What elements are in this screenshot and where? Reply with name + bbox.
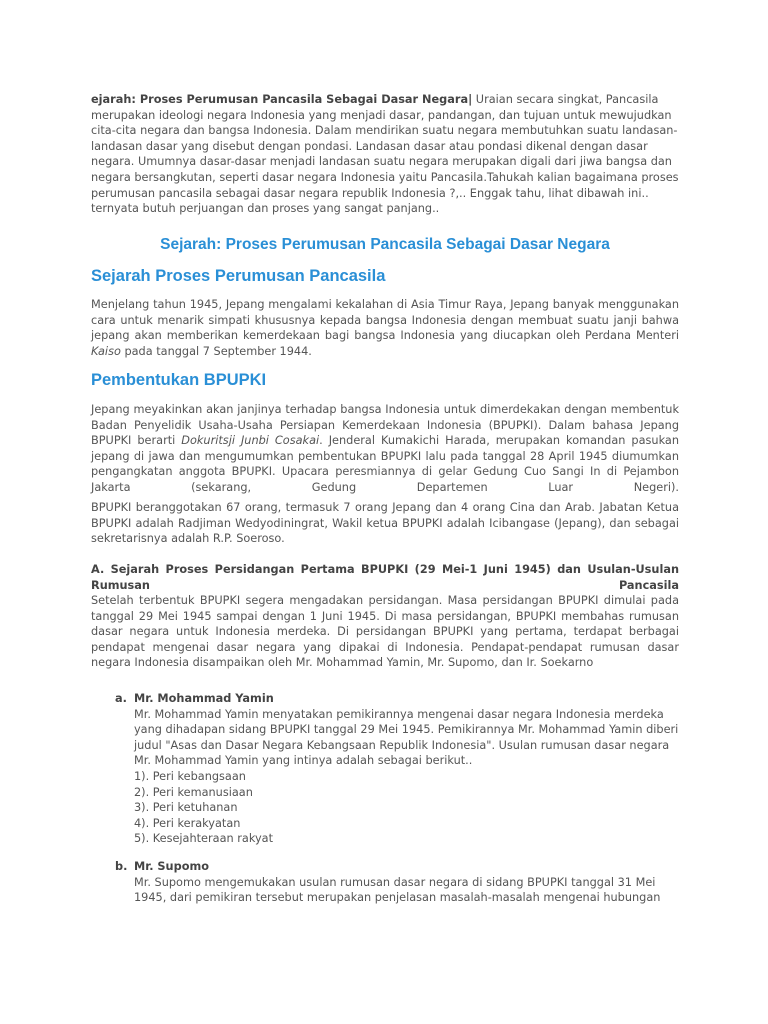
list-marker: a. [115, 692, 127, 705]
para-text: Jepang meyakinkan akan janjinya terhadap bangsa Indonesia untuk dimerdekakan dengan membentuk Badan Penyelidik Usaha-Usaha Persiapan Kemerdekaan Indonesia (BPUPKI). Dalam bahasa Jepang BPUPKI berarti [91, 403, 679, 448]
list-marker: b. [115, 860, 128, 873]
para-text: Menjelang tahun 1945, Jepang mengalami kekalahan di Asia Timur Raya, Jepang banyak menggunakan cara untuk menarik simpati khususnya kepada bangsa Indonesia dengan membuat suatu janji bahwa jepang akan memberikan kemerdekaan bagi bangsa Indonesia yang diucapkan oleh Perdana Menteri [91, 298, 679, 343]
para-text: BPUPKI beranggotakan 67 orang, termasuk 7 orang Jepang dan 4 orang Cina dan Arab. Jabatan Ketua BPUPKI adalah Radjiman Wedyodiningrat, Wakil ketua BPUPKI adalah Icibangase (Jepang), dan sebagai sekretarisnya adalah R.P. Soeroso. [91, 501, 679, 546]
paragraph-menjelang [91, 297, 679, 359]
intro-text: Uraian secara singkat, Pancasila merupakan ideologi negara Indonesia yang menjadi dasar, pandangan, dan tujuan untuk mewujudkan cita-cita negara dan bangsa Indonesia. Dalam mendirikan suatu negara membutuhkan suatu landasan-landasan dasar yang disebut dengan pondasi. Landasan dasar atau pondasi dikenal dengan dasar negara. Umumnya dasar-dasar menjadi landasan suatu negara merupakan digali dari jiwa bangsa dan negara bersangkutan, seperti dasar negara Indonesia yaitu Pancasila.Tahukah kalian bagaimana proses perumusan pancasila sebagai dasar negara republik Indonesia ?,.. Enggak tahu, lihat dibawah ini.. ternyata butuh perjuangan dan proses yang sangat panjang.. [91, 93, 679, 216]
section-a-text: Setelah terbentuk BPUPKI segera mengadakan persidangan. Masa persidangan BPUPKI dimulai pada tanggal 29 Mei 1945 sampai dengan 1 Juni 1945. Di masa persidangan, BPUPKI membahas rumusan dasar negara untuk Indonesia merdeka. Di persidangan BPUPKI yang pertama, terdapat berbagai pendapat mengenai dasar negara yang dipakai di Indonesia. Pendapat-pendapat rumusan dasar negara Indonesia disampaikan oleh Mr. Mohammad Yamin, Mr. Supomo, dan Ir. Soekarno [91, 594, 679, 670]
point: 4). Peri kerakyatan [134, 816, 241, 830]
para-italic: Dokuritsji Junbi Cosakai [181, 434, 320, 448]
list-item-text: Mr. Mohammad Yamin menyatakan pemikirannya mengenai dasar negara Indonesia merdeka yang dihadapan sidang BPUPKI tanggal 29 Mei 1945. Pemikirannya Mr. Mohammad Yamin diberi judul "Asas dan Dasar Negara Kebangsaan Republik Indonesia". Usulan rumusan dasar negara Mr. Mohammad Yamin yang intinya adalah sebagai berikut.. [134, 707, 679, 768]
list-item-title: Mr. Supomo [134, 860, 209, 873]
list-item-title: Mr. Mohammad Yamin [134, 692, 274, 705]
point: 1). Peri kebangsaan [134, 769, 246, 783]
paragraph-jepang [91, 402, 679, 496]
list-item-supomo [115, 859, 679, 906]
section-heading-sejarah: Sejarah Proses Perumusan Pancasila [91, 267, 386, 285]
section-a-heading: A. Sejarah Proses Persidangan Pertama BPUPKI (29 Mei-1 Juni 1945) dan Usulan-Usulan Rumusan Pancasila [91, 563, 679, 592]
intro-paragraph [91, 92, 679, 217]
para-italic: Kaiso [91, 344, 121, 358]
paragraph-anggota [91, 500, 679, 547]
point: 3). Peri ketuhanan [134, 801, 238, 815]
para-text: . Jenderal Kumakichi Harada, merupakan komandan pasukan jepang di jawa dan mengumumkan pembentukan BPUPKI lalu pada tanggal 28 April 1945 diumumkan pengangkatan anggota BPUPKI. Upacara peresmiannya di gelar Gedung Cuo Sangi In di Pejambon Jakarta (sekarang, Gedung Departemen Luar Negeri). [91, 434, 680, 494]
section-heading-pembentukan: Pembentukan BPUPKI [91, 371, 267, 389]
point: 5). Kesejahteraan rakyat [134, 832, 273, 846]
para-text: pada tanggal 7 September 1944. [120, 344, 312, 358]
point: 2). Peri kemanusiaan [134, 785, 253, 799]
intro-lead: ejarah: Proses Perumusan Pancasila Sebagai Dasar Negara| [91, 93, 473, 106]
list-item-yamin [115, 691, 679, 847]
list-item-text: Mr. Supomo mengemukakan usulan rumusan dasar negara di sidang BPUPKI tanggal 31 Mei 1945, dari pemikiran tersebut merupakan penjelasan masalah-masalah mengenai hubungan [134, 875, 661, 905]
page-title: Sejarah: Proses Perumusan Pancasila Sebagai Dasar Negara [160, 236, 610, 253]
